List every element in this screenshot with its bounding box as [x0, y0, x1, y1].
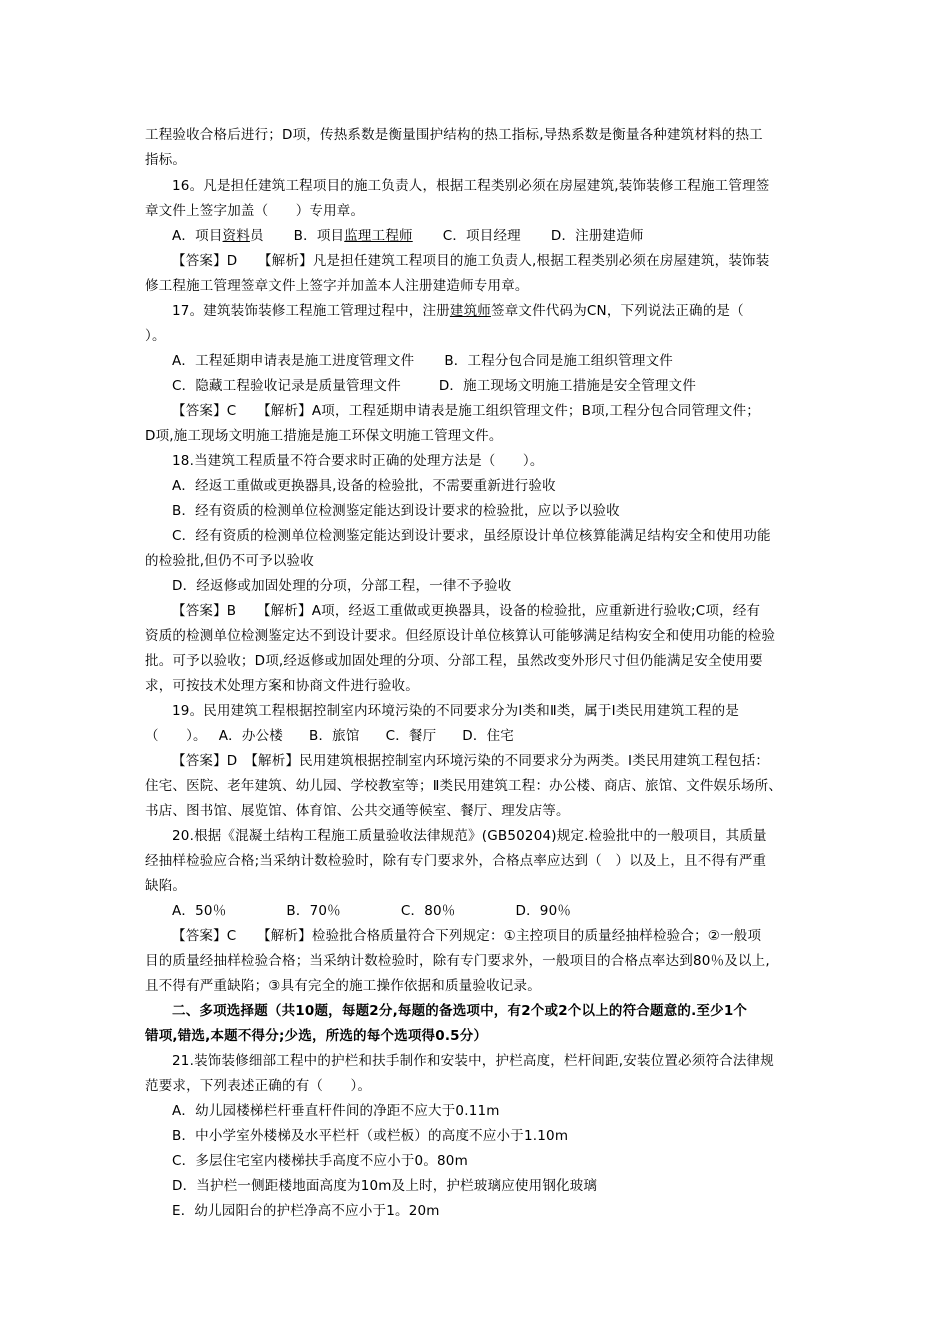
- option-d: D．当护栏一侧距楼地面高度为10m及上时，护栏玻璃应使用钢化玻璃: [172, 1178, 598, 1194]
- option-d: D．90％: [515, 903, 572, 919]
- section-heading: 二、多项选择题（共10题，每题2分,每题的备选项中，有2个或2个以上的符合题意的.至少1个: [172, 1003, 748, 1019]
- question-20: 20.根据《混凝土结构工程施工质量验收法律规范》(GB50204)规定.检验批中的一般项目，其质量: [172, 828, 767, 844]
- option-c: C．隐藏工程验收记录是质量管理文件: [172, 378, 401, 394]
- text-line: 修工程施工管理签章文件上签字并加盖本人注册建造师专用章。: [145, 278, 529, 294]
- section-heading-cont: 错项,错选,本题不得分;少选，所选的每个选项得0.5分）: [145, 1028, 488, 1044]
- question-19: 19。民用建筑工程根据控制室内环境污染的不同要求分为Ⅰ类和Ⅱ类，属于Ⅰ类民用建筑工程的是: [172, 703, 740, 719]
- text-line: 缺陷。: [145, 878, 187, 894]
- options-20: [172, 902, 571, 920]
- question-16: 16。凡是担任建筑工程项目的施工负责人，根据工程类别必须在房屋建筑,装饰装修工程施工管理签: [172, 178, 770, 194]
- option-b: B．旅馆: [309, 728, 360, 744]
- option-c: C．项目经理: [442, 228, 521, 244]
- option-b: B．工程分包合同是施工组织管理文件: [444, 353, 674, 369]
- question-21: 21.装饰装修细部工程中的护栏和扶手制作和安装中，护栏高度，栏杆间距,安装位置必须符合法律规: [172, 1053, 774, 1069]
- option-d: D．住宅: [462, 728, 514, 744]
- options-17-ab: [172, 352, 673, 370]
- option-b: B．中小学室外楼梯及水平栏杆（或栏板）的高度不应小于1.10m: [172, 1128, 569, 1144]
- text-line: 的检验批,但仍不可予以验收: [145, 553, 314, 569]
- option-b: B．70％: [286, 903, 341, 919]
- answer-18: 【答案】B 【解析】A项，经返工重做或更换器具，设备的检验批，应重新进行验收;C项，经有: [172, 603, 761, 619]
- option-a: A．项目资料员: [172, 228, 264, 244]
- option-c: C．多层住宅室内楼梯扶手高度不应小于0。80m: [172, 1153, 468, 1169]
- option-d: D．施工现场文明施工措施是安全管理文件: [438, 378, 697, 394]
- option-e: E．幼儿园阳台的护栏净高不应小于1。20m: [172, 1203, 440, 1219]
- option-b: B．项目监理工程师: [293, 228, 413, 244]
- option-c: C．80％: [400, 903, 456, 919]
- text-line: 目的质量经抽样检验合格；当采纳计数检验时，除有专门要求外，一般项目的合格点率达到80％及以上,: [145, 953, 770, 969]
- option-b: B．经有资质的检测单位检测鉴定能达到设计要求的检验批，应以予以验收: [172, 503, 620, 519]
- text-line: D项,施工现场文明施工措施是施工环保文明施工管理文件。: [145, 428, 503, 444]
- option-d: D．注册建造师: [550, 228, 644, 244]
- text-line: 范要求，下列表述正确的有（ ）。: [145, 1078, 372, 1094]
- option-a: A．办公楼: [218, 728, 283, 744]
- text-line: 经抽样检验应合格;当采纳计数检验时，除有专门要求外，合格点率应达到（ ）以及上，且不得有严重: [145, 853, 767, 869]
- text-line: 资质的检测单位检测鉴定达不到设计要求。但经原设计单位核算认可能够满足结构安全和使用功能的检验: [145, 628, 776, 644]
- option-c: C．餐厅: [385, 728, 437, 744]
- option-a: A．50％: [172, 903, 227, 919]
- answer-17: 【答案】C 【解析】A项，工程延期申请表是施工组织管理文件；B项,工程分包合同管理文件；: [172, 403, 760, 419]
- option-a: A．工程延期申请表是施工进度管理文件: [172, 353, 415, 369]
- option-c: C．经有资质的检测单位检测鉴定能达到设计要求，虽经原设计单位核算能满足结构安全和使用功能: [172, 528, 771, 544]
- options-16: [172, 227, 644, 245]
- text-line: 工程验收合格后进行；D项，传热系数是衡量围护结构的热工指标,导热系数是衡量各种建筑材料的热工: [145, 127, 763, 143]
- text-line: 批。可予以验收；D项,经返修或加固处理的分项、分部工程，虽然改变外形尺寸但仍能满足安全使用要: [145, 653, 763, 669]
- text-line: 书店、图书馆、展览馆、体育馆、公共交通等候室、餐厅、理发店等。: [145, 803, 570, 819]
- text-line: 住宅、医院、老年建筑、幼儿园、学校教室等；Ⅱ类民用建筑工程：办公楼、商店、旅馆、文件娱乐场所、: [145, 778, 783, 794]
- options-17-cd: [172, 377, 696, 395]
- option-d: D．经返修或加固处理的分项，分部工程，一律不予验收: [172, 578, 512, 594]
- option-a: A．幼儿园楼梯栏杆垂直杆件间的净距不应大于0.11m: [172, 1103, 500, 1119]
- text-line: 且不得有严重缺陷；③具有完全的施工操作依据和质量验收记录。: [145, 978, 541, 994]
- answer-20: 【答案】C 【解析】检验批合格质量符合下列规定：①主控项目的质量经抽样检验合；②一般项: [172, 928, 762, 944]
- answer-16: 【答案】D 【解析】凡是担任建筑工程项目的施工负责人,根据工程类别必须在房屋建筑，装饰装: [172, 253, 770, 269]
- question-18: 18.当建筑工程质量不符合要求时正确的处理方法是（ ）。: [172, 453, 544, 469]
- text-line: ）。: [145, 328, 166, 344]
- option-a: A．经返工重做或更换器具,设备的检验批，不需要重新进行验收: [172, 478, 556, 494]
- options-19: （ ）。 A．办公楼 B．旅馆 C．餐厅 D．住宅: [145, 728, 514, 744]
- answer-19: 【答案】D 【解析】民用建筑根据控制室内环境污染的不同要求分为两类。Ⅰ类民用建筑工程包括：: [172, 753, 770, 769]
- question-17: 17。建筑装饰装修工程施工管理过程中，注册建筑师签章文件代码为CN，下列说法正确的是（: [172, 303, 744, 319]
- text-line: 指标。: [145, 152, 187, 168]
- text-line: 章文件上签字加盖（ ）专用章。: [145, 203, 365, 219]
- text-line: 求，可按技术处理方案和协商文件进行验收。: [145, 678, 419, 694]
